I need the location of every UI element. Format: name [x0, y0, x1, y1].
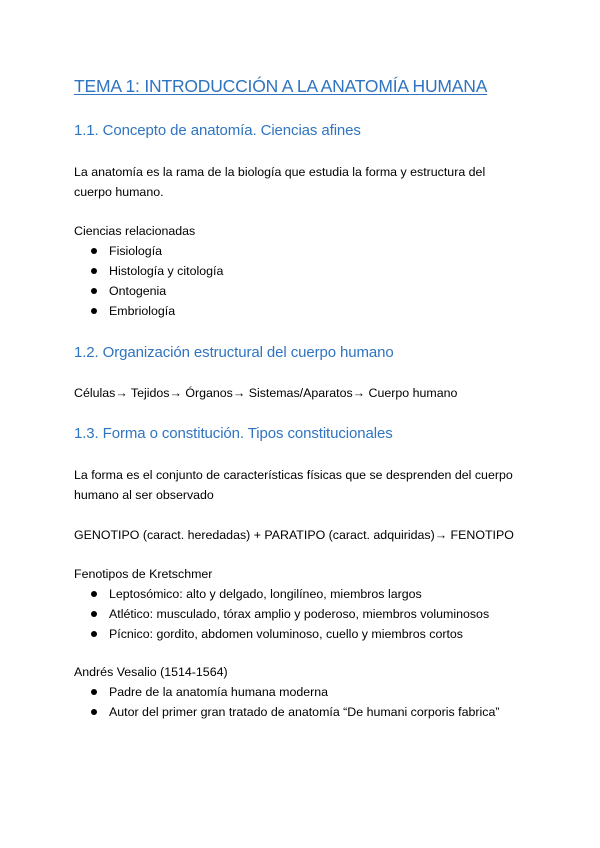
bullet-icon: [91, 709, 97, 715]
list-item: Pícnico: gordito, abdomen voluminoso, cuello y miembros cortos: [74, 624, 489, 644]
page-title: TEMA 1: INTRODUCCIÓN A LA ANATOMÍA HUMANA: [74, 76, 488, 96]
section-heading-1-2: 1.2. Organización estructural del cuerpo humano: [74, 344, 394, 361]
structural-chain: Células→ Tejidos→ Órganos→ Sistemas/Aparatos→ Cuerpo humano: [74, 386, 458, 400]
list-item: Padre de la anatomía humana moderna: [74, 682, 500, 702]
vesalio-label: Andrés Vesalio (1514-1564): [74, 665, 228, 679]
bullet-icon: [91, 308, 97, 314]
phenotype-formula: GENOTIPO (caract. heredadas) + PARATIPO (caract. adquiridas)→ FENOTIPO: [74, 528, 514, 542]
list-item: Atlético: musculado, tórax amplio y poderoso, miembros voluminosos: [74, 604, 489, 624]
list-item: Ontogenia: [74, 281, 223, 301]
definition-line-2: cuerpo humano.: [74, 185, 164, 199]
list-item: Leptosómico: alto y delgado, longilíneo, miembros largos: [74, 584, 489, 604]
list-item: Fisiología: [74, 241, 223, 261]
bullet-icon: [91, 631, 97, 637]
form-line-2: humano al ser observado: [74, 488, 214, 502]
related-sciences-list: [74, 241, 223, 321]
section-heading-1-1: 1.1. Concepto de anatomía. Ciencias afines: [74, 122, 361, 139]
list-item: Autor del primer gran tratado de anatomía “De humani corporis fabrica”: [74, 702, 500, 722]
bullet-icon: [91, 288, 97, 294]
kretschmer-label: Fenotipos de Kretschmer: [74, 567, 213, 581]
bullet-icon: [91, 689, 97, 695]
list-item: Histología y citología: [74, 261, 223, 281]
form-line-1: La forma es el conjunto de características físicas que se desprenden del cuerpo: [74, 468, 513, 482]
bullet-icon: [91, 248, 97, 254]
vesalio-list: [74, 682, 500, 722]
form-paragraph: [74, 465, 526, 505]
definition-line-1: La anatomía es la rama de la biología que estudia la forma y estructura del: [74, 165, 486, 179]
bullet-icon: [91, 611, 97, 617]
definition-paragraph: [74, 162, 526, 202]
bullet-icon: [91, 591, 97, 597]
kretschmer-list: [74, 584, 489, 644]
section-heading-1-3: 1.3. Forma o constitución. Tipos constitucionales: [74, 425, 393, 442]
bullet-icon: [91, 268, 97, 274]
list-item: Embriología: [74, 301, 223, 321]
related-sciences-label: Ciencias relacionadas: [74, 224, 196, 238]
